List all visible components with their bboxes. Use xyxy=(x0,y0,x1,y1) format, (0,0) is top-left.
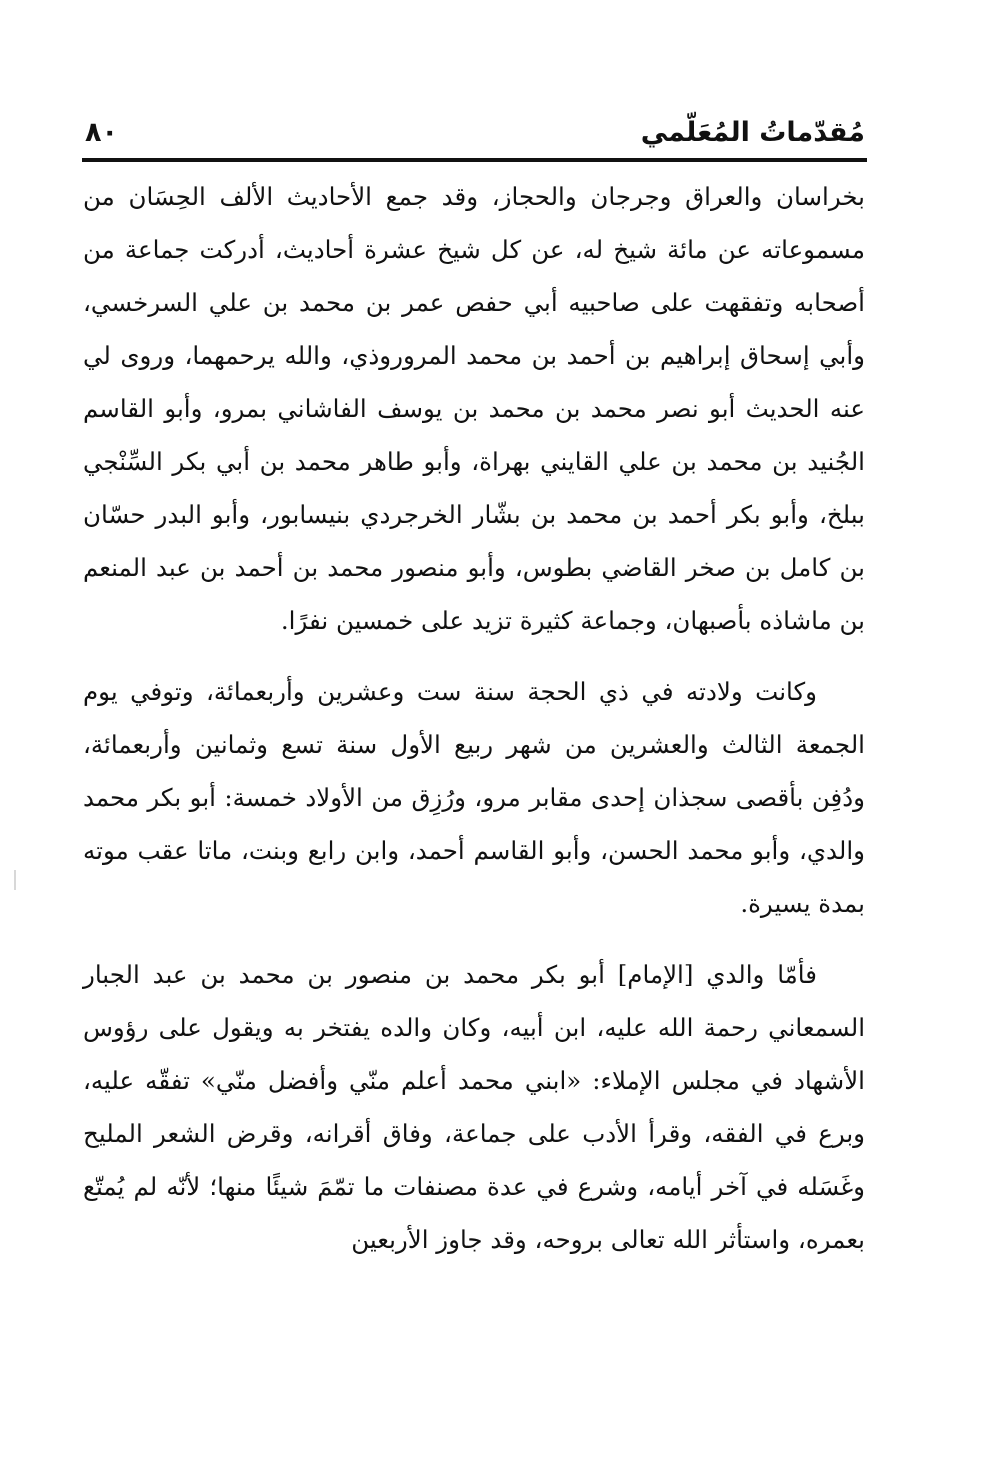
scan-mark xyxy=(14,870,16,890)
paragraph-3: فأمّا والدي [الإمام] أبو بكر محمد بن منصور بن محمد بن عبد الجبار السمعاني رحمة الله عليه، ابن أبيه، وكان والده يفتخر به ويقول على رؤوس الأشهاد في مجلس الإملاء: «ابني محمد أعلم منّي وأفضل منّي» تفقّه عليه، وبرع في الفقه، وقرأ الأدب على جماعة، وفاق أقرانه، وقرض الشعر المليح وغَسَله في آخر أيامه، وشرع في عدة مصنفات ما تمّمَ شيئًا منها؛ لأنّه لم يُمتّع بعمره، واستأثر الله تعالى بروحه، وقد جاوز الأربعين xyxy=(83,960,865,1254)
paragraph-1: بخراسان والعراق وجرجان والحجاز، وقد جمع الأحاديث الألف الحِسَان من مسموعاته عن مائة شيخ له، عن كل شيخ عشرة أحاديث، أدركت جماعة من أصحابه وتفقهت على صاحبيه أبي حفص عمر بن محمد بن علي السرخسي، وأبي إسحاق إبراهيم بن أحمد بن محمد المروروذي، والله يرحمهما، وروى لي عنه الحديث أبو نصر محمد بن محمد بن يوسف الفاشاني بمرو، وأبو القاسم الجُنيد بن محمد بن علي القايني بهراة، وأبو طاهر محمد بن أبي بكر السِّنْجي ببلخ، وأبو بكر أحمد بن محمد بن بشّار الخرجردي بنيسابور، وأبو البدر حسّان بن كامل بن صخر القاضي بطوس، وأبو منصور محمد بن أحمد بن عبد المنعم بن ماشاذه بأصبهان، وجماعة كثيرة تزيد على خمسين نفرًا. xyxy=(83,182,865,635)
running-header xyxy=(85,112,865,156)
main-text xyxy=(83,170,865,1266)
page-number: ٨٠ xyxy=(85,117,118,148)
running-head-title: مُقدّماتُ المُعَلّمي xyxy=(640,117,865,148)
paragraph-2: وكانت ولادته في ذي الحجة سنة ست وعشرين وأربعمائة، وتوفي يوم الجمعة الثالث والعشرين من شهر ربيع الأول سنة تسع وثمانين وأربعمائة، ودُفِن بأقصى سجذان إحدى مقابر مرو، ورُزِق من الأولاد خمسة: أبو بكر محمد والدي، وأبو محمد الحسن، وأبو القاسم أحمد، وابن رابع وبنت، ماتا عقب موته بمدة يسيرة. xyxy=(83,677,865,918)
header-divider xyxy=(82,158,867,162)
